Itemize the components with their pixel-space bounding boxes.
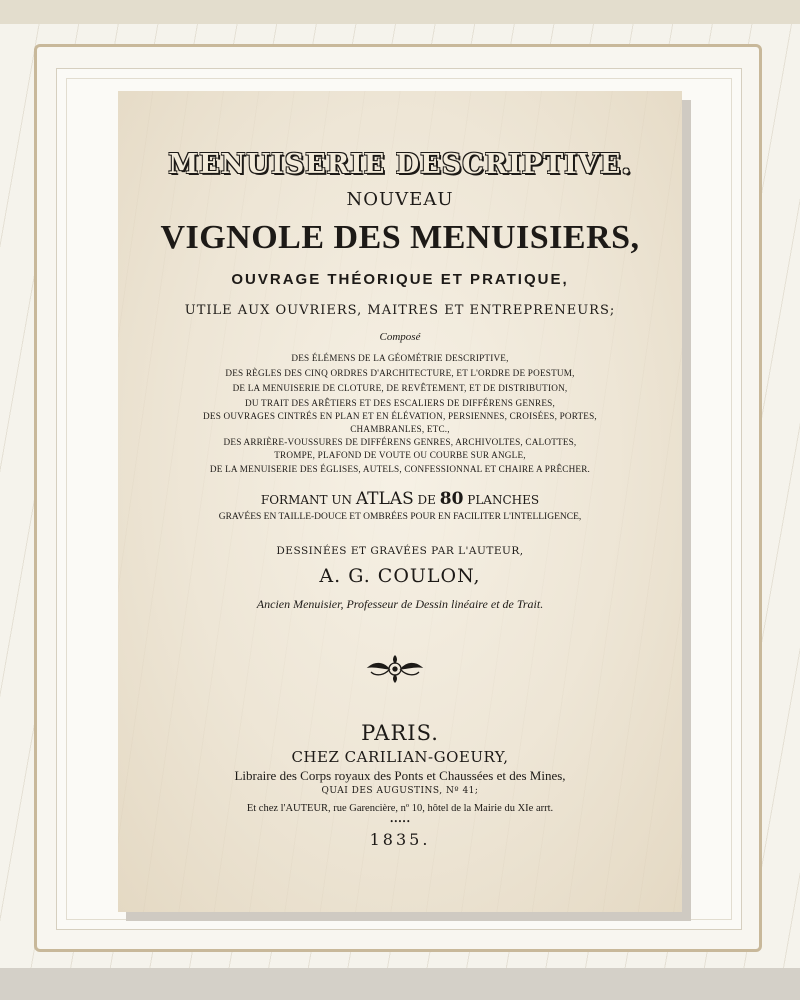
divider-stars: ••••• [389, 818, 411, 826]
author-name: A. G. COULON, [319, 565, 481, 587]
atlas-pre: FORMANT UN [260, 493, 352, 507]
title-page [118, 91, 682, 912]
contents-line: DES OUVRAGES CINTRÉS EN PLAN ET EN ÉLÉVATION, PERSIENNES, CROISÉES, PORTES, [203, 411, 597, 421]
publisher-address: QUAI DES AUGUSTINS, Nº 41; [321, 786, 479, 796]
bottom-band [0, 968, 800, 1000]
audience-line: UTILE AUX OUVRIERS, MAITRES ET ENTREPRENEURS; [184, 303, 616, 318]
compose-label: Composé [379, 331, 421, 343]
title-nouveau: NOUVEAU [346, 189, 454, 210]
contents-line: DU TRAIT DES ARÊTIERS ET DES ESCALIERS DE DIFFÉRENS GENRES, [245, 398, 555, 408]
gravees-line: GRAVÉES EN TAILLE-DOUCE ET OMBRÉES POUR EN FACILITER L'INTELLIGENCE, [218, 512, 582, 522]
publisher-description: Libraire des Corps royaux des Ponts et Chaussées et des Mines, [234, 768, 566, 783]
title-menuiserie: MENUISERIE DESCRIPTIVE. [168, 149, 632, 180]
atlas-word: ATLAS [355, 489, 414, 509]
atlas-post: PLANCHES [467, 493, 540, 507]
contents-line: DES RÈGLES DES CINQ ORDRES D'ARCHITECTURE, ET L'ORDRE DE POESTUM, [225, 368, 575, 378]
contents-line: CHAMBRANLES, ETC., [350, 424, 450, 434]
contents-line: DE LA MENUISERIE DES ÉGLISES, AUTELS, CONFESSIONNAL ET CHAIRE A PRÊCHER. [209, 464, 591, 474]
atlas-mid: DE [417, 493, 436, 507]
atlas-number: 80 [439, 489, 464, 509]
subtitle: OUVRAGE THÉORIQUE ET PRATIQUE, [231, 271, 569, 288]
atlas-line [118, 489, 682, 509]
ornament-icon [365, 654, 425, 684]
publisher: CHEZ CARILIAN-GOEURY, [291, 748, 509, 766]
contents-line: TROMPE, PLAFOND DE VOUTE OU COURBE SUR ANGLE, [274, 450, 526, 460]
author-title: Ancien Menuisier, Professeur de Dessin linéaire et de Trait. [256, 597, 544, 611]
publication-year: 1835. [369, 830, 431, 849]
title-vignole: VIGNOLE DES MENUISIERS, [160, 219, 640, 256]
author-address: Et chez l'AUTEUR, rue Garencière, nº 10, hôtel de la Mairie du XIe arrt. [246, 803, 554, 814]
contents-line: DES ARRIÈRE-VOUSSURES DE DIFFÉRENS GENRES, ARCHIVOLTES, CALOTTES, [223, 437, 577, 447]
contents-line: DE LA MENUISERIE DE CLOTURE, DE REVÊTEMENT, ET DE DISTRIBUTION, [232, 383, 568, 393]
city: PARIS. [361, 721, 439, 745]
dessinees-line: DESSINÉES ET GRAVÉES PAR L'AUTEUR, [276, 545, 524, 557]
contents-line: DES ÉLÉMENS DE LA GÉOMÉTRIE DESCRIPTIVE, [291, 353, 509, 363]
top-band [0, 0, 800, 24]
